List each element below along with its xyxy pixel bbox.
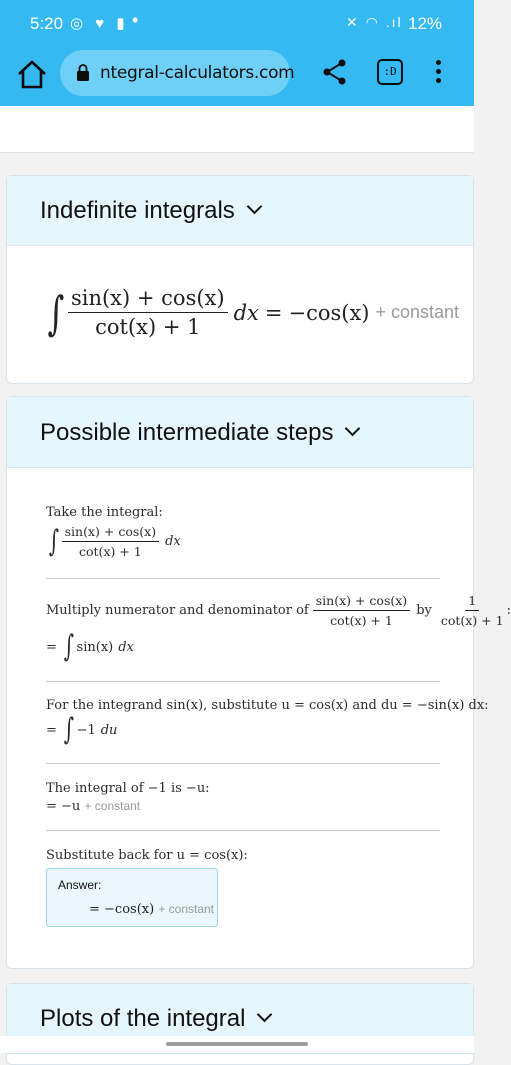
step-2-math — [46, 629, 134, 664]
integral-result: −cos(x) — [288, 300, 370, 325]
step-divider — [46, 578, 440, 579]
chevron-down-icon — [345, 421, 361, 437]
step-1-text: Take the integral: — [46, 505, 163, 520]
constant-term: + constant — [158, 902, 215, 916]
indefinite-integrals-header[interactable] — [7, 176, 473, 246]
differential: dx — [118, 639, 134, 655]
step-5-text: Substitute back for u = cos(x): — [46, 848, 248, 863]
constant-term: + constant — [375, 302, 460, 322]
answer-value — [89, 902, 214, 917]
integrand: −1 — [76, 722, 96, 738]
fraction-numerator: sin(x) + cos(x) — [62, 524, 159, 542]
system-navigation-bar — [0, 1036, 474, 1053]
status-bar — [0, 0, 474, 46]
colon: : — [506, 603, 511, 618]
fraction-numerator: sin(x) + cos(x) — [68, 286, 228, 313]
home-icon[interactable] — [15, 58, 49, 92]
intermediate-steps-header[interactable] — [7, 397, 473, 468]
chevron-down-icon — [247, 199, 263, 215]
address-bar[interactable] — [60, 50, 295, 96]
lock-icon — [76, 64, 90, 82]
step-divider — [46, 681, 440, 682]
share-icon[interactable] — [320, 57, 350, 87]
integrand: sin(x) — [76, 639, 114, 655]
step-2-fraction — [313, 593, 410, 628]
constant-term: + constant — [84, 799, 141, 813]
section-title: Indefinite integrals — [40, 197, 235, 224]
answer-label: Answer: — [58, 878, 102, 892]
step-divider — [46, 830, 440, 831]
battery-level: 12% — [408, 14, 443, 33]
integral-sign: ∫ — [47, 285, 65, 340]
fraction-numerator: 1 — [465, 593, 479, 611]
differential: dx — [165, 534, 181, 549]
indefinite-integrals-card — [6, 175, 474, 384]
url-text: ntegral-calculators.com — [100, 63, 295, 83]
integral-sign: ∫ — [63, 712, 74, 747]
integrand-fraction — [62, 524, 159, 559]
answer-result: = −cos(x) — [89, 902, 155, 917]
notification-dot-icon: • — [132, 10, 139, 30]
integrand-fraction — [68, 286, 228, 339]
overflow-menu-icon[interactable] — [430, 57, 446, 89]
step-2-text — [46, 593, 511, 628]
status-time: 5:20 — [30, 14, 64, 33]
integral-sign: ∫ — [63, 629, 74, 664]
differential: dx — [233, 300, 259, 325]
step-4-text: The integral of −1 is −u: — [46, 781, 210, 796]
step-3-math — [46, 712, 118, 747]
page-top-strip — [0, 106, 474, 153]
equals-sign: = — [46, 639, 57, 655]
step-2-multiplier — [438, 593, 507, 628]
notification-icons: ◎ ♥ ▮ — [70, 15, 129, 32]
section-title: Possible intermediate steps — [40, 419, 334, 446]
step-4-math — [46, 799, 140, 814]
differential: du — [100, 722, 118, 738]
fraction-denominator: cot(x) + 1 — [95, 315, 201, 339]
signal-icons: ✕ ◠ .ıl — [346, 14, 403, 30]
fraction-denominator: cot(x) + 1 — [440, 613, 504, 628]
equals-sign: = — [264, 300, 283, 325]
step-3-text: For the integrand sin(x), substitute u = cos(x) and du = −sin(x) dx: — [46, 698, 489, 713]
step-2-label: Multiply numerator and denominator of — [46, 603, 309, 618]
step-divider — [46, 763, 440, 764]
integral-sign: ∫ — [48, 523, 59, 559]
by-word: by — [416, 603, 432, 618]
answer-box — [46, 868, 218, 927]
fraction-numerator: sin(x) + cos(x) — [313, 593, 410, 611]
chevron-down-icon — [257, 1007, 273, 1023]
reader-mode-icon[interactable]: :D — [377, 59, 403, 85]
fraction-denominator: cot(x) + 1 — [330, 613, 393, 628]
step-4-result: = −u — [46, 799, 81, 814]
gesture-handle[interactable] — [166, 1042, 308, 1046]
integral-equation — [44, 286, 459, 339]
equals-sign: = — [46, 722, 57, 738]
browser-toolbar — [0, 46, 474, 106]
step-1-math — [46, 524, 181, 559]
section-title: Plots of the integral — [40, 1005, 246, 1032]
fraction-denominator: cot(x) + 1 — [78, 544, 142, 559]
